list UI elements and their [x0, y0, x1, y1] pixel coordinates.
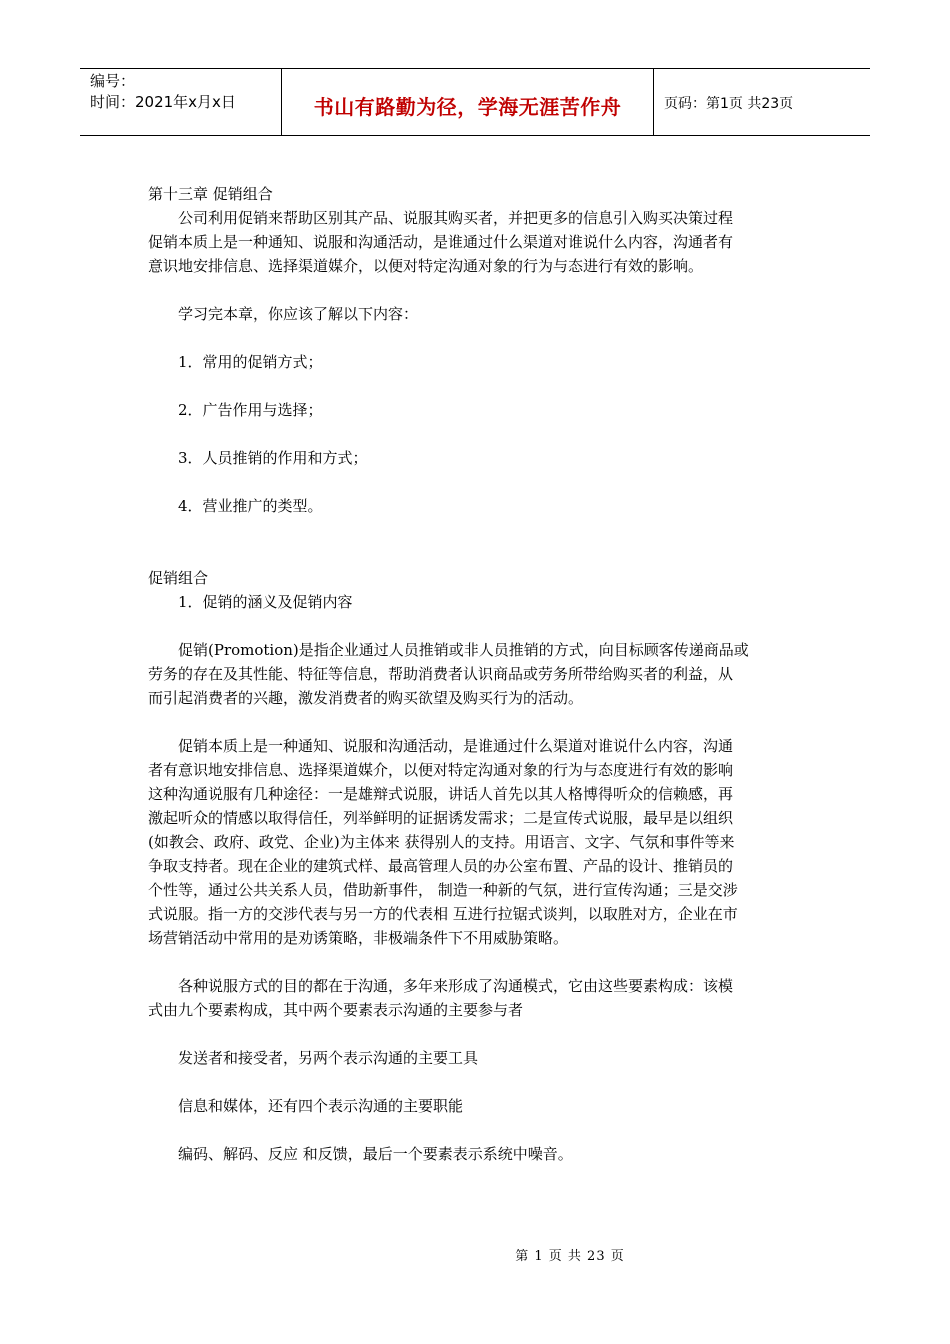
paragraph-line: 激起听众的情感以取得信任，列举鲜明的证据诱发需求；二是宣传式说服，最早是以组织 — [148, 809, 734, 827]
paragraph-line: 这种沟通说服有几种途径：一是雄辩式说服，讲话人首先以其人格博得听众的信赖感，再 — [148, 785, 734, 803]
paragraph-line: 式由九个要素构成，其中两个要素表示沟通的主要参与者 — [148, 1001, 524, 1019]
footer-page-number: 第 1 页 共 23 页 — [515, 1249, 625, 1264]
paragraph-line: 式说服。指一方的交涉代表与另一方的代表相 互进行拉锯式谈判，以取胜对方，企业在市 — [148, 905, 738, 923]
paragraph-line: 促销(Promotion)是指企业通过人员推销或非人员推销的方式，向目标顾客传递商品或 — [178, 641, 749, 659]
subsection-title: 1．促销的涵义及促销内容 — [178, 593, 353, 611]
paragraph-line: 争取支持者。现在企业的建筑式样、最高管理人员的办公室布置、产品的设计、推销员的 — [148, 857, 734, 875]
header-motto: 书山有路勤为径，学海无涯苦作舟 — [313, 94, 622, 119]
paragraph-line: 场营销活动中常用的是劝诱策略，非极端条件下不用威胁策略。 — [148, 929, 569, 947]
paragraph-line: 而引起消费者的兴趣，激发消费者的购买欲望及购买行为的活动。 — [148, 689, 584, 707]
objective-item: 4．营业推广的类型。 — [178, 497, 323, 515]
chapter-title: 第十三章 促销组合 — [148, 185, 273, 203]
document-time-label: 时间：2021年x月x日 — [90, 93, 236, 111]
document-number-label: 编号： — [90, 72, 136, 90]
header-meta — [80, 69, 282, 135]
paragraph-line: 发送者和接受者，另两个表示沟通的主要工具 — [178, 1049, 479, 1067]
page-header — [80, 68, 870, 136]
paragraph-line: 信息和媒体，还有四个表示沟通的主要职能 — [178, 1097, 464, 1115]
objectives-heading: 学习完本章，你应该了解以下内容： — [178, 305, 419, 323]
paragraph-line: 编码、解码、反应 和反馈，最后一个要素表示系统中噪音。 — [178, 1145, 573, 1163]
header-motto-cell — [282, 69, 654, 135]
intro-line: 公司利用促销来帮助区别其产品、说服其购买者，并把更多的信息引入购买决策过程 — [178, 209, 734, 227]
paragraph-line: 劳务的存在及其性能、特征等信息，帮助消费者认识商品或劳务所带给购买者的利益，从 — [148, 665, 734, 683]
paragraph-line: 促销本质上是一种通知、说服和沟通活动，是谁通过什么渠道对谁说什么内容，沟通 — [178, 737, 734, 755]
paragraph-line: 个性等，通过公共关系人员，借助新事件， 制造一种新的气氛，进行宣传沟通；三是交涉 — [148, 881, 738, 899]
objective-item: 2．广告作用与选择； — [178, 401, 323, 419]
paragraph-line: (如教会、政府、政党、企业)为主体来 获得别人的支持。用语言、文字、气氛和事件等来 — [148, 833, 735, 851]
intro-line: 意识地安排信息、选择渠道媒介，以便对特定沟通对象的行为与态进行有效的影响。 — [148, 257, 704, 275]
objective-item: 1．常用的促销方式； — [178, 353, 323, 371]
paragraph-line: 者有意识地安排信息、选择渠道媒介，以便对特定沟通对象的行为与态度进行有效的影响 — [148, 761, 734, 779]
page-footer — [0, 1245, 950, 1264]
paragraph-line: 各种说服方式的目的都在于沟通，多年来形成了沟通模式，它由这些要素构成：该模 — [178, 977, 734, 995]
section-title: 促销组合 — [148, 569, 209, 587]
intro-line: 促销本质上是一种通知、说服和沟通活动，是谁通过什么渠道对谁说什么内容，沟通者有 — [148, 233, 734, 251]
document-body — [148, 182, 810, 1166]
header-page-info: 页码：第1页 共23页 — [664, 96, 794, 112]
objective-item: 3．人员推销的作用和方式； — [178, 449, 368, 467]
header-page-info-cell — [654, 69, 870, 135]
